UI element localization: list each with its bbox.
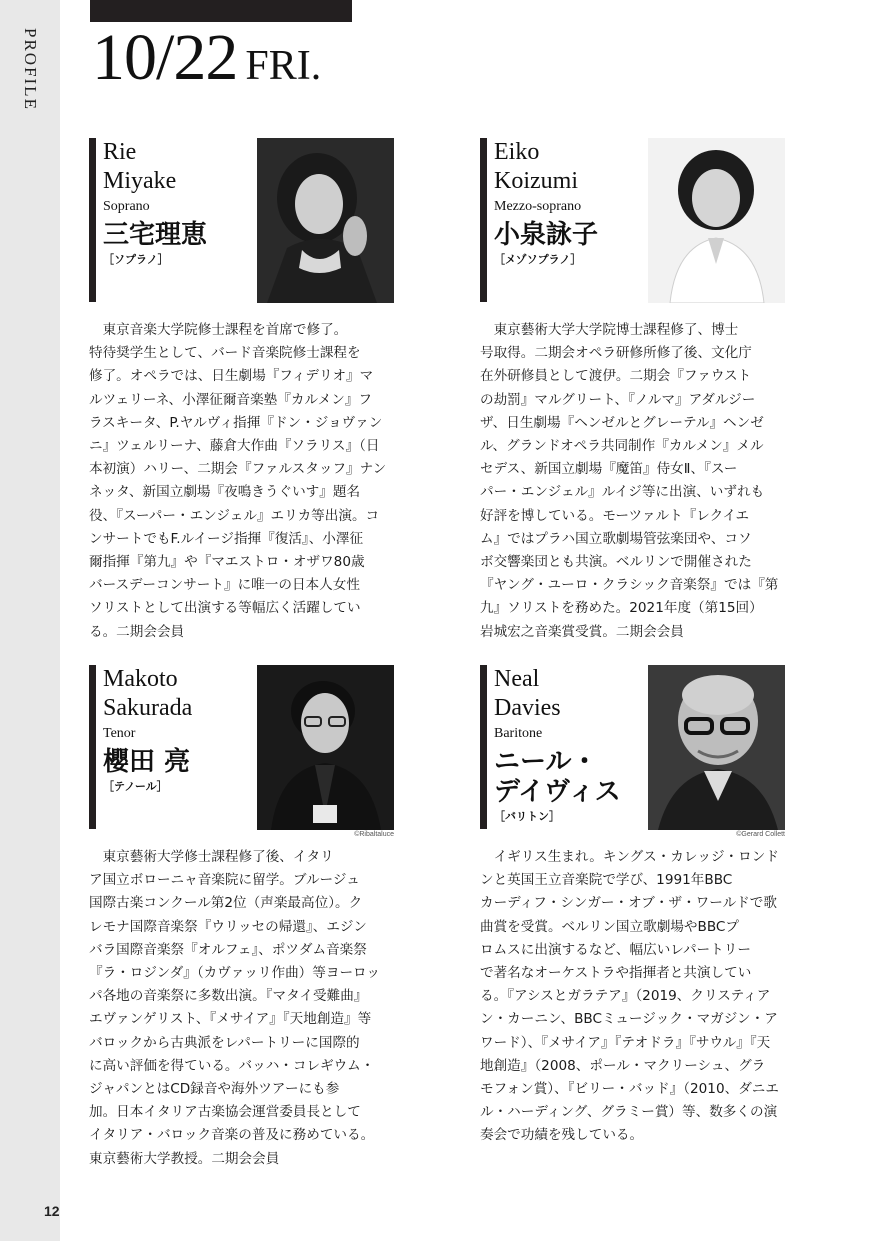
photo-credit: ©Ribaltaluce — [354, 831, 394, 838]
accent-bar — [89, 138, 96, 302]
date-day: FRI. — [245, 43, 322, 89]
bio-line: イギリス生まれ。キングス・カレッジ・ロンド — [480, 849, 779, 865]
bio-line: バースデーコンサート』に唯一の日本人女性 — [89, 577, 360, 594]
bio-line: ザ、日生劇場『ヘンゼルとグレーテル』ヘンゼ — [480, 414, 764, 431]
name-block — [494, 665, 644, 824]
photo-credit: ©Gerard Collett — [736, 831, 785, 838]
voice-type: Soprano — [103, 199, 150, 214]
bio-line: 号取得。二期会オペラ研修所修了後、文化庁 — [480, 345, 752, 362]
bio-line: 好評を博している。モーツァルト『レクイエ — [480, 507, 750, 524]
bio-line: ンと英国王立音楽院で学び、1991年BBC — [480, 872, 733, 889]
english-name-last: Sakurada — [103, 695, 193, 721]
bio-line: バラ国際音楽祭『オルフェ』、ポツダム音楽祭 — [89, 941, 367, 958]
bio-line: 東京藝術大学修士課程修了後、イタリ — [89, 849, 334, 865]
biography — [480, 319, 786, 644]
bio-line: ネッタ、新国立劇場『夜鳴きうぐいす』題名 — [89, 484, 361, 501]
sidebar-label: PROFILE — [21, 28, 40, 111]
japanese-name: 櫻田 亮 — [103, 747, 191, 777]
accent-bar — [480, 138, 487, 302]
english-name-first: Rie — [103, 139, 137, 165]
bio-line: ニ』ツェルリーナ、藤倉大作曲『ソラリス』（日 — [89, 438, 380, 455]
english-name-last: Koizumi — [494, 168, 578, 194]
header-bar — [90, 0, 352, 22]
portrait-photo — [648, 665, 785, 830]
japanese-name: 小泉詠子 — [494, 220, 599, 250]
bio-line: ソリストとして出演する等幅広く活躍してい — [89, 600, 361, 617]
bio-line: レモナ国際音楽祭『ウリッセの帰還』、エジン — [89, 918, 367, 935]
english-name-first: Makoto — [103, 666, 178, 692]
concert-date — [92, 20, 321, 96]
bio-line: モフォン賞）、『ビリー・バッド』（2010、ダニエ — [480, 1081, 779, 1098]
portrait-photo — [648, 138, 785, 303]
bio-line: ワード）、『メサイア』『テオドラ』『サウル』『天 — [480, 1034, 771, 1051]
voice-type: Baritone — [494, 726, 543, 741]
bio-line: ルツェリーネ、小澤征爾音楽塾『カルメン』フ — [89, 391, 373, 408]
bio-line: 爾指揮『第九』や『マエストロ・オザワ80歳 — [89, 554, 365, 571]
bio-line: 地創造』（2008、ポール・マクリーシュ、グラ — [480, 1057, 766, 1074]
bio-line: る。二期会会員 — [89, 623, 185, 640]
bio-line: 修了。オペラでは、日生劇場『フィデリオ』マ — [89, 368, 374, 385]
bio-line: エヴァンゲリスト、『メサイア』『天地創造』等 — [89, 1011, 372, 1028]
name-block — [103, 138, 253, 267]
bio-line: ル・ハーディング、グラミー賞）等、数多くの演 — [480, 1104, 778, 1121]
page-number: 12 — [44, 1203, 60, 1219]
portrait-photo — [257, 665, 394, 830]
bio-line: ル、グランドオペラ共同制作『カルメン』メル — [480, 438, 764, 455]
bio-line: 東京藝術大学教授。二期会会員 — [89, 1150, 280, 1167]
japanese-name: 三宅理恵 — [103, 220, 208, 250]
voice-type: Mezzo-soprano — [494, 199, 582, 214]
bio-line: パ各地の音楽祭に多数出演。『マタイ受難曲』 — [89, 988, 368, 1005]
english-name-last: Miyake — [103, 168, 177, 194]
bio-line: 岩城宏之音楽賞受賞。二期会会員 — [480, 623, 684, 640]
english-name-first: Neal — [494, 666, 540, 692]
bio-line: ラスキータ、P.ヤルヴィ指揮『ドン・ジョヴァン — [89, 414, 383, 431]
bio-line: 加。日本イタリア古楽協会運営委員長として — [89, 1104, 361, 1121]
name-block — [494, 138, 644, 267]
english-name-last: Davies — [494, 695, 561, 721]
profile-card-rie-miyake — [89, 138, 395, 638]
bio-line: 本初演）ハリー、二期会『ファルスタッフ』ナン — [89, 461, 387, 478]
bio-line: バロックから古典派をレパートリーに国際的 — [89, 1034, 360, 1051]
bio-line: ンサートでもF.ルイージ指揮『復活』、小澤征 — [89, 530, 364, 547]
portrait-photo — [257, 138, 394, 303]
bio-line: 九』ソリストを務めた。2021年度（第15回） — [480, 600, 763, 617]
accent-bar — [480, 665, 487, 829]
profile-card-eiko-koizumi — [480, 138, 786, 638]
bio-line: 東京藝術大学大学院博士課程修了、博士 — [480, 322, 739, 338]
japanese-voice-type: ［テノール］ — [103, 780, 168, 793]
name-block — [103, 665, 253, 794]
profile-card-neal-davies — [480, 665, 786, 1165]
bio-line: カーディフ・シンガー・オブ・ザ・ワールドで歌 — [480, 895, 777, 912]
date-number: 10/22 — [92, 21, 238, 94]
bio-line: ア国立ボローニャ音楽院に留学。ブルージュ — [89, 872, 360, 889]
profile-card-makoto-sakurada — [89, 665, 395, 1165]
bio-line: ム』ではプラハ国立歌劇場管弦楽団や、コソ — [480, 530, 752, 547]
bio-line: 役、『スーパー・エンジェル』エリカ等出演。コ — [89, 507, 380, 524]
bio-line: に高い評価を得ている。バッハ・コレギウム・ — [89, 1057, 375, 1074]
bio-line: ボ交響楽団とも共演。ベルリンで開催された — [480, 554, 752, 571]
bio-line: ン・カーニン、BBCミュージック・マガジン・ア — [480, 1011, 778, 1028]
voice-type: Tenor — [103, 726, 136, 741]
bio-line: ジャパンとはCD録音や海外ツアーにも参 — [89, 1081, 340, 1098]
bio-line: 在外研修員として渡伊。二期会『ファウスト — [480, 368, 752, 385]
sidebar-strip — [0, 0, 60, 1241]
japanese-voice-type: ［バリトン］ — [494, 810, 560, 823]
bio-line: る。『アシスとガラテア』（2019、クリスティア — [480, 988, 771, 1005]
bio-line: 東京音楽大学院修士課程を首席で修了。 — [89, 322, 348, 338]
bio-line: 特待奨学生として、バード音楽院修士課程を — [89, 345, 361, 362]
japanese-voice-type: ［ソプラノ］ — [103, 253, 169, 266]
bio-line: 国際古楽コンクール第2位（声楽最高位）。ク — [89, 895, 363, 912]
biography — [480, 846, 786, 1148]
biography — [89, 846, 395, 1171]
japanese-name-line2: デイヴィス — [494, 777, 621, 807]
bio-line: の劫罰』マルグリート、『ノルマ』アダルジー — [480, 391, 756, 408]
bio-line: 『ラ・ロジンダ』（カヴァッリ作曲）等ヨーロッ — [89, 965, 380, 982]
bio-line: ロムスに出演するなど、幅広いレパートリー — [480, 941, 751, 958]
japanese-voice-type: ［メゾソプラノ］ — [494, 253, 582, 266]
bio-line: で著名なオーケストラや指揮者と共演してい — [480, 965, 752, 982]
japanese-name-line1: ニール・ — [494, 747, 598, 777]
bio-line: 『ヤング・ユーロ・クラシック音楽祭』では『第 — [480, 577, 779, 594]
bio-line: 曲賞を受賞。ベルリン国立歌劇場やBBCプ — [480, 918, 739, 935]
bio-line: セデス、新国立劇場『魔笛』侍女Ⅱ、『スー — [480, 461, 738, 478]
english-name-first: Eiko — [494, 139, 540, 165]
biography — [89, 319, 395, 644]
bio-line: イタリア・バロック音楽の普及に務めている。 — [89, 1127, 375, 1144]
bio-line: 奏会で功績を残している。 — [480, 1127, 644, 1144]
accent-bar — [89, 665, 96, 829]
bio-line: パー・エンジェル』ルイジ等に出演、いずれも — [480, 484, 765, 501]
